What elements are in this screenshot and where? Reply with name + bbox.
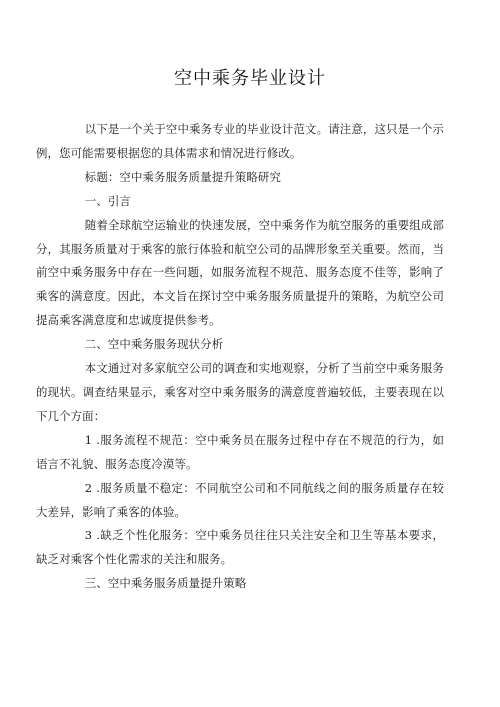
list-item-1: 1 .服务流程不规范：空中乘务员在服务过程中存在不规范的行为，如语言不礼貌、服务态度冷漠等。	[36, 432, 444, 471]
list-item-3: 3 .缺乏个性化服务：空中乘务员往往只关注安全和卫生等基本要求，缺乏对乘客个性化需求的关注和服务。	[36, 528, 444, 567]
document-title: 空中乘务毕业设计	[174, 68, 326, 89]
intro-paragraph: 以下是一个关于空中乘务专业的毕业设计范文。请注意，这只是一个示例，您可能需要根据您的具体需求和情况进行修改。	[36, 122, 444, 160]
section-heading-status-analysis: 二、空中乘务服务现状分析	[84, 337, 224, 352]
introduction-paragraph: 随着全球航空运输业的快速发展，空中乘务作为航空服务的重要组成部分，其服务质量对于乘客的旅行体验和航空公司的品牌形象至关重要。然而，当前空中乘务服务中存在一些问题，如服务流程不规范、服务态度不佳等，影响了乘客的满意度。因此，本文旨在探讨空中乘务服务质量提升的策略，为航空公司提高乘客满意度和忠诚度提供参考。	[36, 217, 444, 328]
section-heading-introduction: 一、引言	[84, 193, 131, 208]
section-heading-strategies: 三、空中乘务服务质量提升策略	[84, 576, 247, 591]
document-body	[36, 118, 444, 596]
subject-title-line: 标题：空中乘务服务质量提升策略研究	[84, 169, 281, 184]
status-analysis-paragraph: 本文通过对多家航空公司的调查和实地观察，分析了当前空中乘务服务的现状。调查结果显示，乘客对空中乘务服务的满意度普遍较低，主要表现在以下几个方面：	[36, 361, 444, 423]
list-item-2: 2 .服务质量不稳定：不同航空公司和不同航线之间的服务质量存在较大差异，影响了乘客的体验。	[36, 480, 444, 519]
